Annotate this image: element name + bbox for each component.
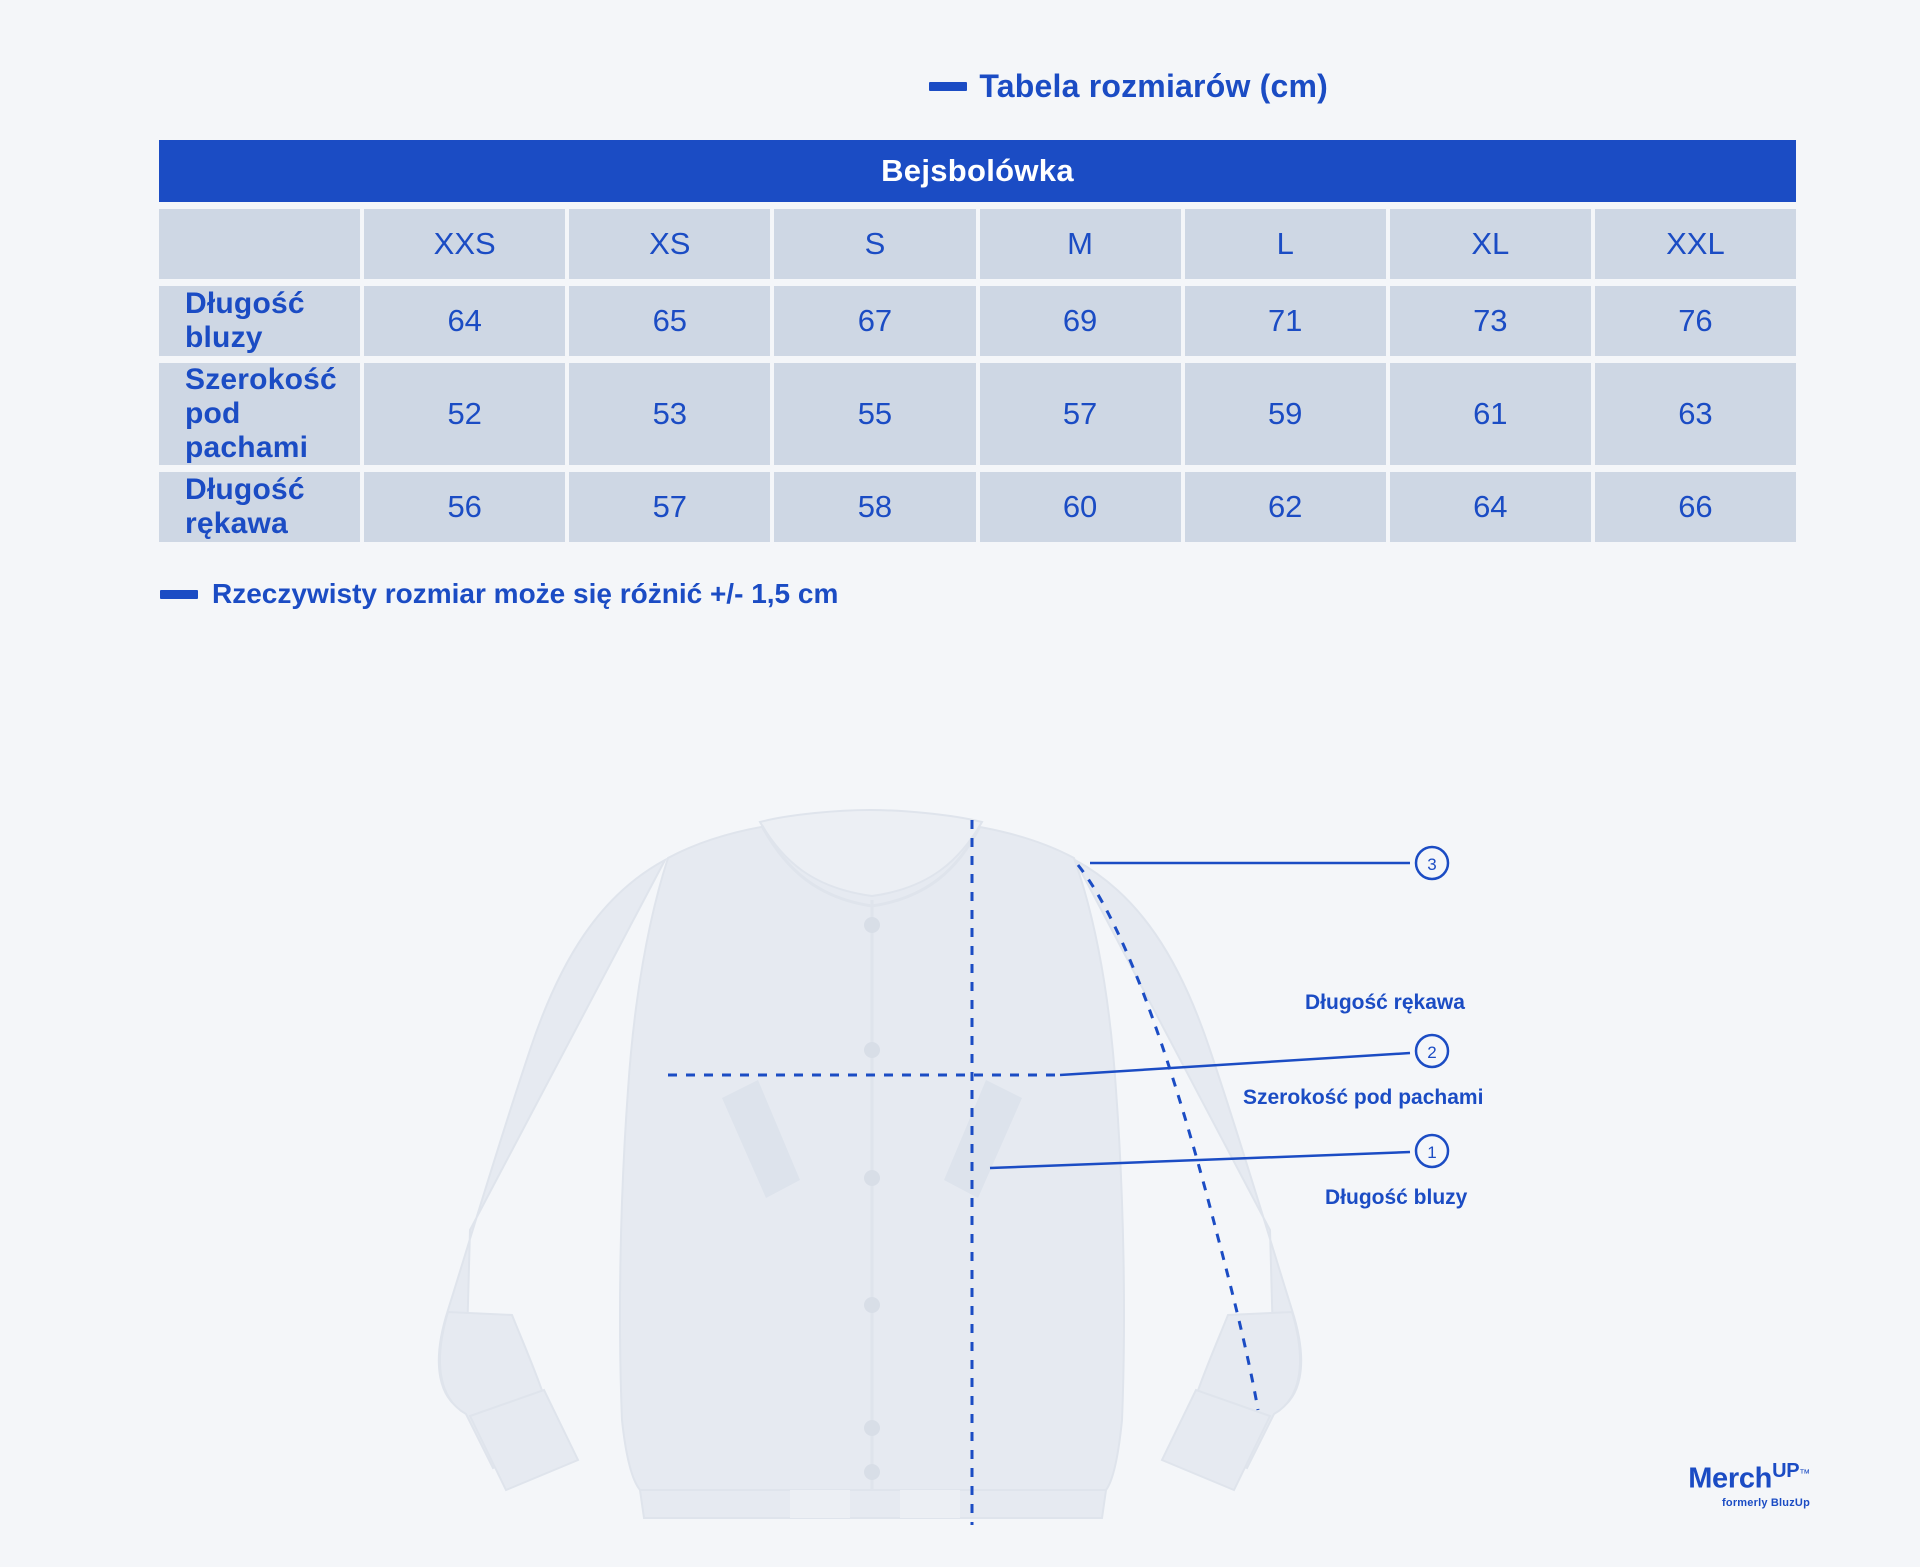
marker-3 xyxy=(1416,847,1448,879)
cell-chest-xl: 61 xyxy=(1390,363,1591,465)
brand-logo-main: Merch xyxy=(1688,1463,1773,1495)
size-header-xxs: XXS xyxy=(364,209,565,279)
marker-1 xyxy=(1416,1135,1448,1167)
cell-length-xxl: 76 xyxy=(1595,286,1796,356)
cell-length-xl: 73 xyxy=(1390,286,1591,356)
row-label-chest: Szerokość pod pachami xyxy=(159,363,360,465)
cell-sleeve-xs: 57 xyxy=(569,472,770,542)
table-row xyxy=(159,363,1796,465)
svg-text:3: 3 xyxy=(1427,855,1437,874)
cell-sleeve-xxs: 56 xyxy=(364,472,565,542)
cell-length-s: 67 xyxy=(774,286,975,356)
cell-length-xxs: 64 xyxy=(364,286,565,356)
cell-length-l: 71 xyxy=(1185,286,1386,356)
callout-label-sleeve-length: Długość rękawa xyxy=(1305,991,1465,1014)
dash-icon xyxy=(160,590,198,599)
header-blank-cell xyxy=(159,209,360,279)
table-header-row xyxy=(159,209,1796,279)
cell-sleeve-m: 60 xyxy=(980,472,1181,542)
size-header-xs: XS xyxy=(569,209,770,279)
size-tolerance-note xyxy=(160,578,838,610)
table-title-row xyxy=(159,140,1796,202)
brand-logo-suffix: UP xyxy=(1772,1460,1800,1483)
cell-chest-xxs: 52 xyxy=(364,363,565,465)
row-label-sleeve: Długość rękawa xyxy=(159,472,360,542)
row-label-length: Długość bluzy xyxy=(159,286,360,356)
table-row xyxy=(159,286,1796,356)
size-header-xxl: XXL xyxy=(1595,209,1796,279)
brand-logo-name xyxy=(1688,1461,1810,1494)
size-header-l: L xyxy=(1185,209,1386,279)
marker-2 xyxy=(1416,1035,1448,1067)
cell-chest-xs: 53 xyxy=(569,363,770,465)
table-row xyxy=(159,472,1796,542)
cell-chest-l: 59 xyxy=(1185,363,1386,465)
svg-text:1: 1 xyxy=(1427,1143,1437,1162)
brand-logo-tm: ™ xyxy=(1799,1468,1810,1481)
svg-text:2: 2 xyxy=(1427,1043,1437,1062)
table-title: Bejsbolówka xyxy=(159,140,1796,202)
cell-sleeve-xxl: 66 xyxy=(1595,472,1796,542)
cell-length-m: 69 xyxy=(980,286,1181,356)
size-table-wrapper xyxy=(155,133,1800,549)
brand-logo-tagline: formerly BluzUp xyxy=(1722,1497,1810,1509)
size-table xyxy=(155,133,1800,549)
cell-chest-xxl: 63 xyxy=(1595,363,1796,465)
garment-diagram xyxy=(0,800,1920,1540)
size-header-s: S xyxy=(774,209,975,279)
cell-sleeve-xl: 64 xyxy=(1390,472,1591,542)
size-header-xl: XL xyxy=(1390,209,1591,279)
callout-label-body-length: Długość bluzy xyxy=(1325,1186,1468,1209)
callout-label-chest-width: Szerokość pod pachami xyxy=(1243,1086,1484,1109)
cell-sleeve-l: 62 xyxy=(1185,472,1386,542)
size-table-header-label: Tabela rozmiarów (cm) xyxy=(979,68,1328,104)
cell-sleeve-s: 58 xyxy=(774,472,975,542)
size-table-header xyxy=(929,68,1328,105)
cell-chest-m: 57 xyxy=(980,363,1181,465)
jacket-illustration xyxy=(439,810,1301,1518)
brand-logo xyxy=(1688,1461,1810,1509)
cell-chest-s: 55 xyxy=(774,363,975,465)
cell-length-xs: 65 xyxy=(569,286,770,356)
size-tolerance-note-label: Rzeczywisty rozmiar może się różnić +/- 1,5 cm xyxy=(212,578,839,609)
size-header-m: M xyxy=(980,209,1181,279)
dash-icon xyxy=(929,82,967,91)
